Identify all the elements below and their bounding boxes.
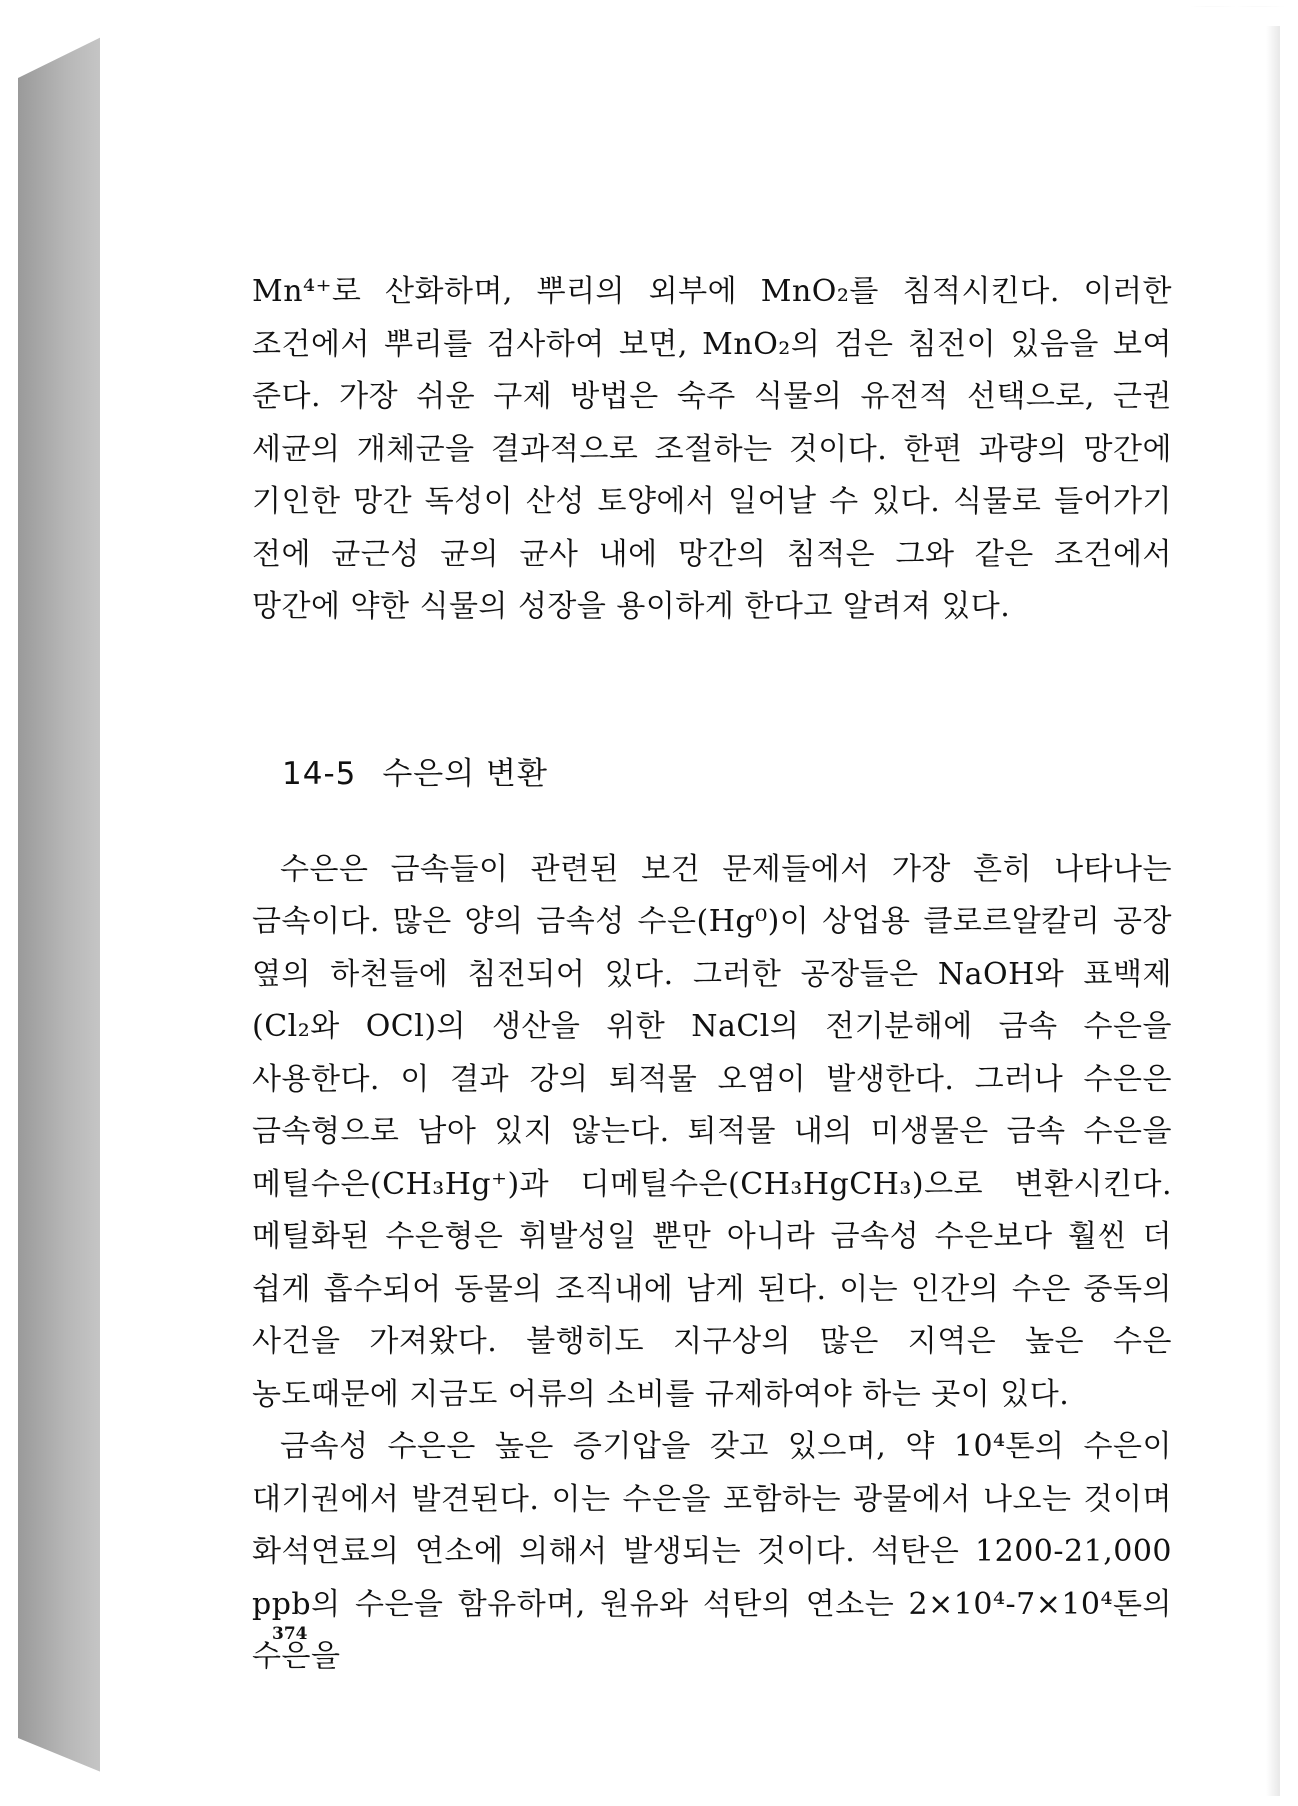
page-number: 374 [272, 1624, 308, 1644]
page-edge [1266, 26, 1280, 1796]
paragraph-mercury-intro: 수은은 금속들이 관련된 보건 문제들에서 가장 흔히 나타나는 금속이다. 많은 양의 금속성 수은(Hg⁰)이 상업용 클로르알칼리 공장 옆의 하천들에 침전되어 있다. 그러한 공장들은 NaOH와 표백제(Cl₂와 OCl)의 생산을 위한 NaCl의 전기분해에 금속 수은을 사용한다. 이 결과 강의 퇴적물 오염이 발생한다. 그러나 수은은 금속형으로 남아 있지 않는다. 퇴적물 내의 미생물은 금속 수은을 메틸수은(CH₃Hg⁺)과 디메틸수은(CH₃HgCH₃)으로 변환시킨다. 메틸화된 수은형은 휘발성일 뿐만 아니라 금속성 수은보다 훨씬 더 쉽게 흡수되어 동물의 조직내에 남게 된다. 이는 인간의 수은 중독의 사건을 가져왔다. 불행히도 지구상의 많은 지역은 높은 수은 농도때문에 지금도 어류의 소비를 규제하여야 하는 곳이 있다. [252, 851, 1172, 1412]
section-title: 수은의 변환 [382, 755, 548, 792]
paragraph-manganese: Mn⁴⁺로 산화하며, 뿌리의 외부에 MnO₂를 침적시킨다. 이러한 조건에서 뿌리를 검사하여 보면, MnO₂의 검은 침전이 있음을 보여 준다. 가장 쉬운 구제 방법은 숙주 식물의 유전적 선택으로, 근권 세균의 개체군을 결과적으로 조절하는 것이다. 한편 과량의 망간에 기인한 망간 독성이 산성 토양에서 일어날 수 있다. 식물로 들어가기 전에 균근성 균의 균사 내에 망간의 침적은 그와 같은 조건에서 망간에 약한 식물의 성장을 용이하게 한다고 알려져 있다. [252, 274, 1172, 624]
paragraph-mercury-vapor: 금속성 수은은 높은 증기압을 갖고 있으며, 약 10⁴톤의 수은이 대기권에서 발견된다. 이는 수은을 포함하는 광물에서 나오는 것이며 화석연료의 연소에 의해서 발생되는 것이다. 석탄은 1200-21,000 ppb의 수은을 함유하며, 원유와 석탄의 연소는 2×10⁴-7×10⁴톤의 수은을 [252, 1429, 1172, 1674]
section-heading [282, 748, 1172, 808]
section-number: 14-5 [282, 755, 357, 792]
page-content [252, 266, 1172, 1684]
